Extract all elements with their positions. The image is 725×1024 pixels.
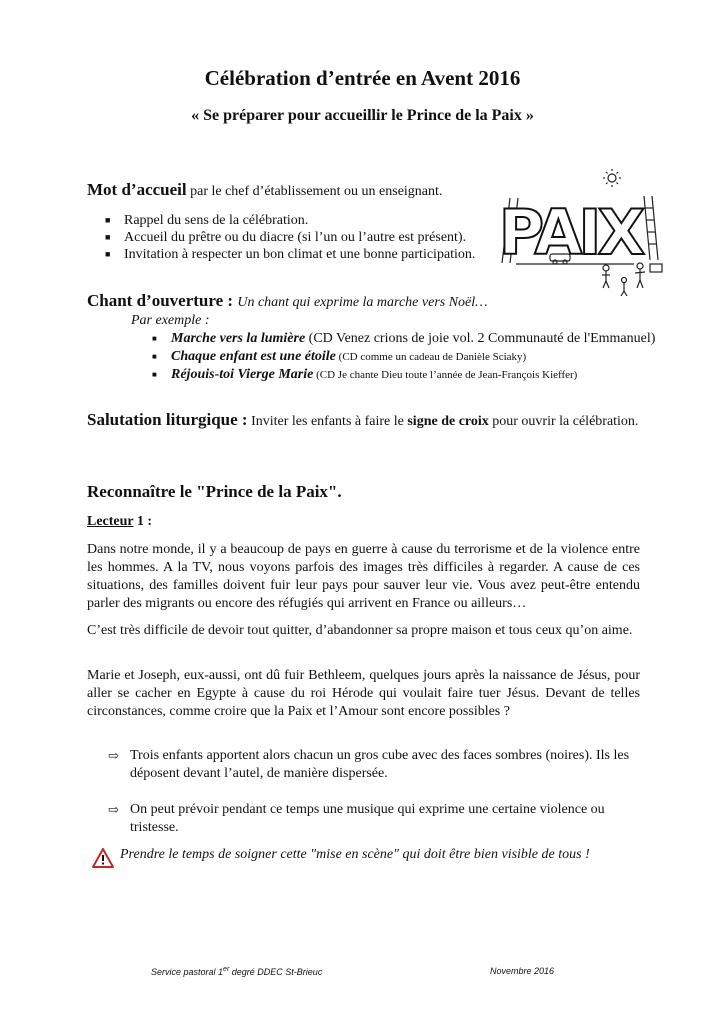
- section-mot-accueil: [87, 180, 475, 263]
- chant-heading: Chant d’ouverture: [87, 291, 224, 310]
- page-title: Célébration d’entrée en Avent 2016: [204, 66, 521, 90]
- song-title: Chaque enfant est une étoile: [171, 349, 336, 364]
- footer-service-rest: degré DDEC St-Brieuc: [229, 967, 323, 977]
- lecteur-label: [87, 514, 152, 530]
- section-reconnaitre-heading: Reconnaître le "Prince de la Paix".: [87, 482, 342, 501]
- footer-service: [151, 966, 322, 977]
- section-chant: [87, 291, 655, 384]
- mot-accueil-heading: Mot d’accueil: [87, 180, 187, 199]
- chant-example-label: Par exemple :: [131, 313, 210, 328]
- list-item: [148, 366, 655, 384]
- footer-service-text: Service pastoral 1: [151, 967, 224, 977]
- paix-illustration: [494, 168, 664, 296]
- salutation-text-end: pour ouvrir la célébration.: [488, 414, 639, 429]
- paragraph: C’est très difficile de devoir tout quitter, d’abandonner sa propre maison et tous ceux qu’on aime.: [87, 623, 633, 638]
- song-list: [148, 330, 655, 384]
- song-detail: (CD Je chante Dieu toute l’année de Jean-François Kieffer): [313, 369, 578, 381]
- salutation-heading: Salutation liturgique :: [87, 410, 248, 429]
- paix-word: PAIX: [498, 196, 642, 269]
- list-item: ■ Rappel du sens de la célébration.: [101, 212, 475, 229]
- chant-colon: :: [223, 291, 238, 310]
- action-item: [108, 801, 640, 837]
- mot-accueil-list: [101, 212, 475, 263]
- chant-intro: Un chant qui exprime la marche vers Noël…: [237, 295, 488, 310]
- action-text: Trois enfants apportent alors chacun un gros cube avec des faces sombres (noires). Ils les déposent devant l’autel, de manière dispersée.: [130, 748, 630, 781]
- section-salutation: [87, 410, 640, 431]
- list-item: [148, 348, 655, 366]
- song-detail: (CD comme un cadeau de Danièle Sciaky): [335, 351, 527, 363]
- song-detail: (CD Venez crions de joie vol. 2 Communauté de l'Emmanuel): [305, 331, 656, 346]
- footer-service-sup: er: [223, 966, 230, 973]
- action-text: On peut prévoir pendant ce temps une musique qui exprime une certaine violence ou tristesse.: [130, 802, 605, 835]
- list-item: [148, 330, 655, 348]
- song-title: Réjouis-toi Vierge Marie: [171, 367, 314, 382]
- warning-text: Prendre le temps de soigner cette "mise en scène" qui doit être bien visible de tous !: [120, 847, 590, 862]
- salutation-bold: signe de croix: [407, 414, 489, 429]
- paragraph: Marie et Joseph, eux-aussi, ont dû fuir Bethleem, quelques jours après la naissance de Jésus, pour aller se cacher en Egypte à cause du roi Hérode qui voulait faire tuer Jésus. Devant de telles circonstances, comme croire que la Paix et l’Amour sont encore possibles ?: [87, 668, 640, 719]
- arrow-right-icon: ⇨: [108, 748, 119, 763]
- song-title: Marche vers la lumière: [171, 331, 306, 346]
- paragraph: Dans notre monde, il y a beaucoup de pays en guerre à cause du terrorisme et de la violence entre les hommes. A la TV, nous voyons parfois des images très difficiles à regarder. A cause de ces situations, des familles doivent fuir leur pays pour sauver leur vie. Vous avez peut-être entendu parler des migrants ou encore des réfugiés qui arrivent en France ou ailleurs…: [87, 542, 640, 611]
- footer-date: Novembre 2016: [490, 966, 555, 976]
- list-item: ■ Accueil du prêtre ou du diacre (si l’un ou l’autre est présent).: [101, 229, 475, 246]
- lecteur-word: Lecteur: [87, 514, 134, 529]
- arrow-right-icon: ⇨: [108, 802, 119, 817]
- list-item: ■ Invitation à respecter un bon climat et une bonne participation.: [101, 246, 475, 263]
- page-subtitle: « Se préparer pour accueillir le Prince de la Paix »: [191, 107, 534, 124]
- mot-accueil-intro: par le chef d’établissement ou un enseignant.: [186, 184, 443, 199]
- warning-icon: [92, 848, 114, 868]
- action-item: [108, 747, 640, 783]
- salutation-text: Inviter les enfants à faire le: [247, 414, 408, 429]
- lecteur-number: 1 :: [133, 514, 153, 529]
